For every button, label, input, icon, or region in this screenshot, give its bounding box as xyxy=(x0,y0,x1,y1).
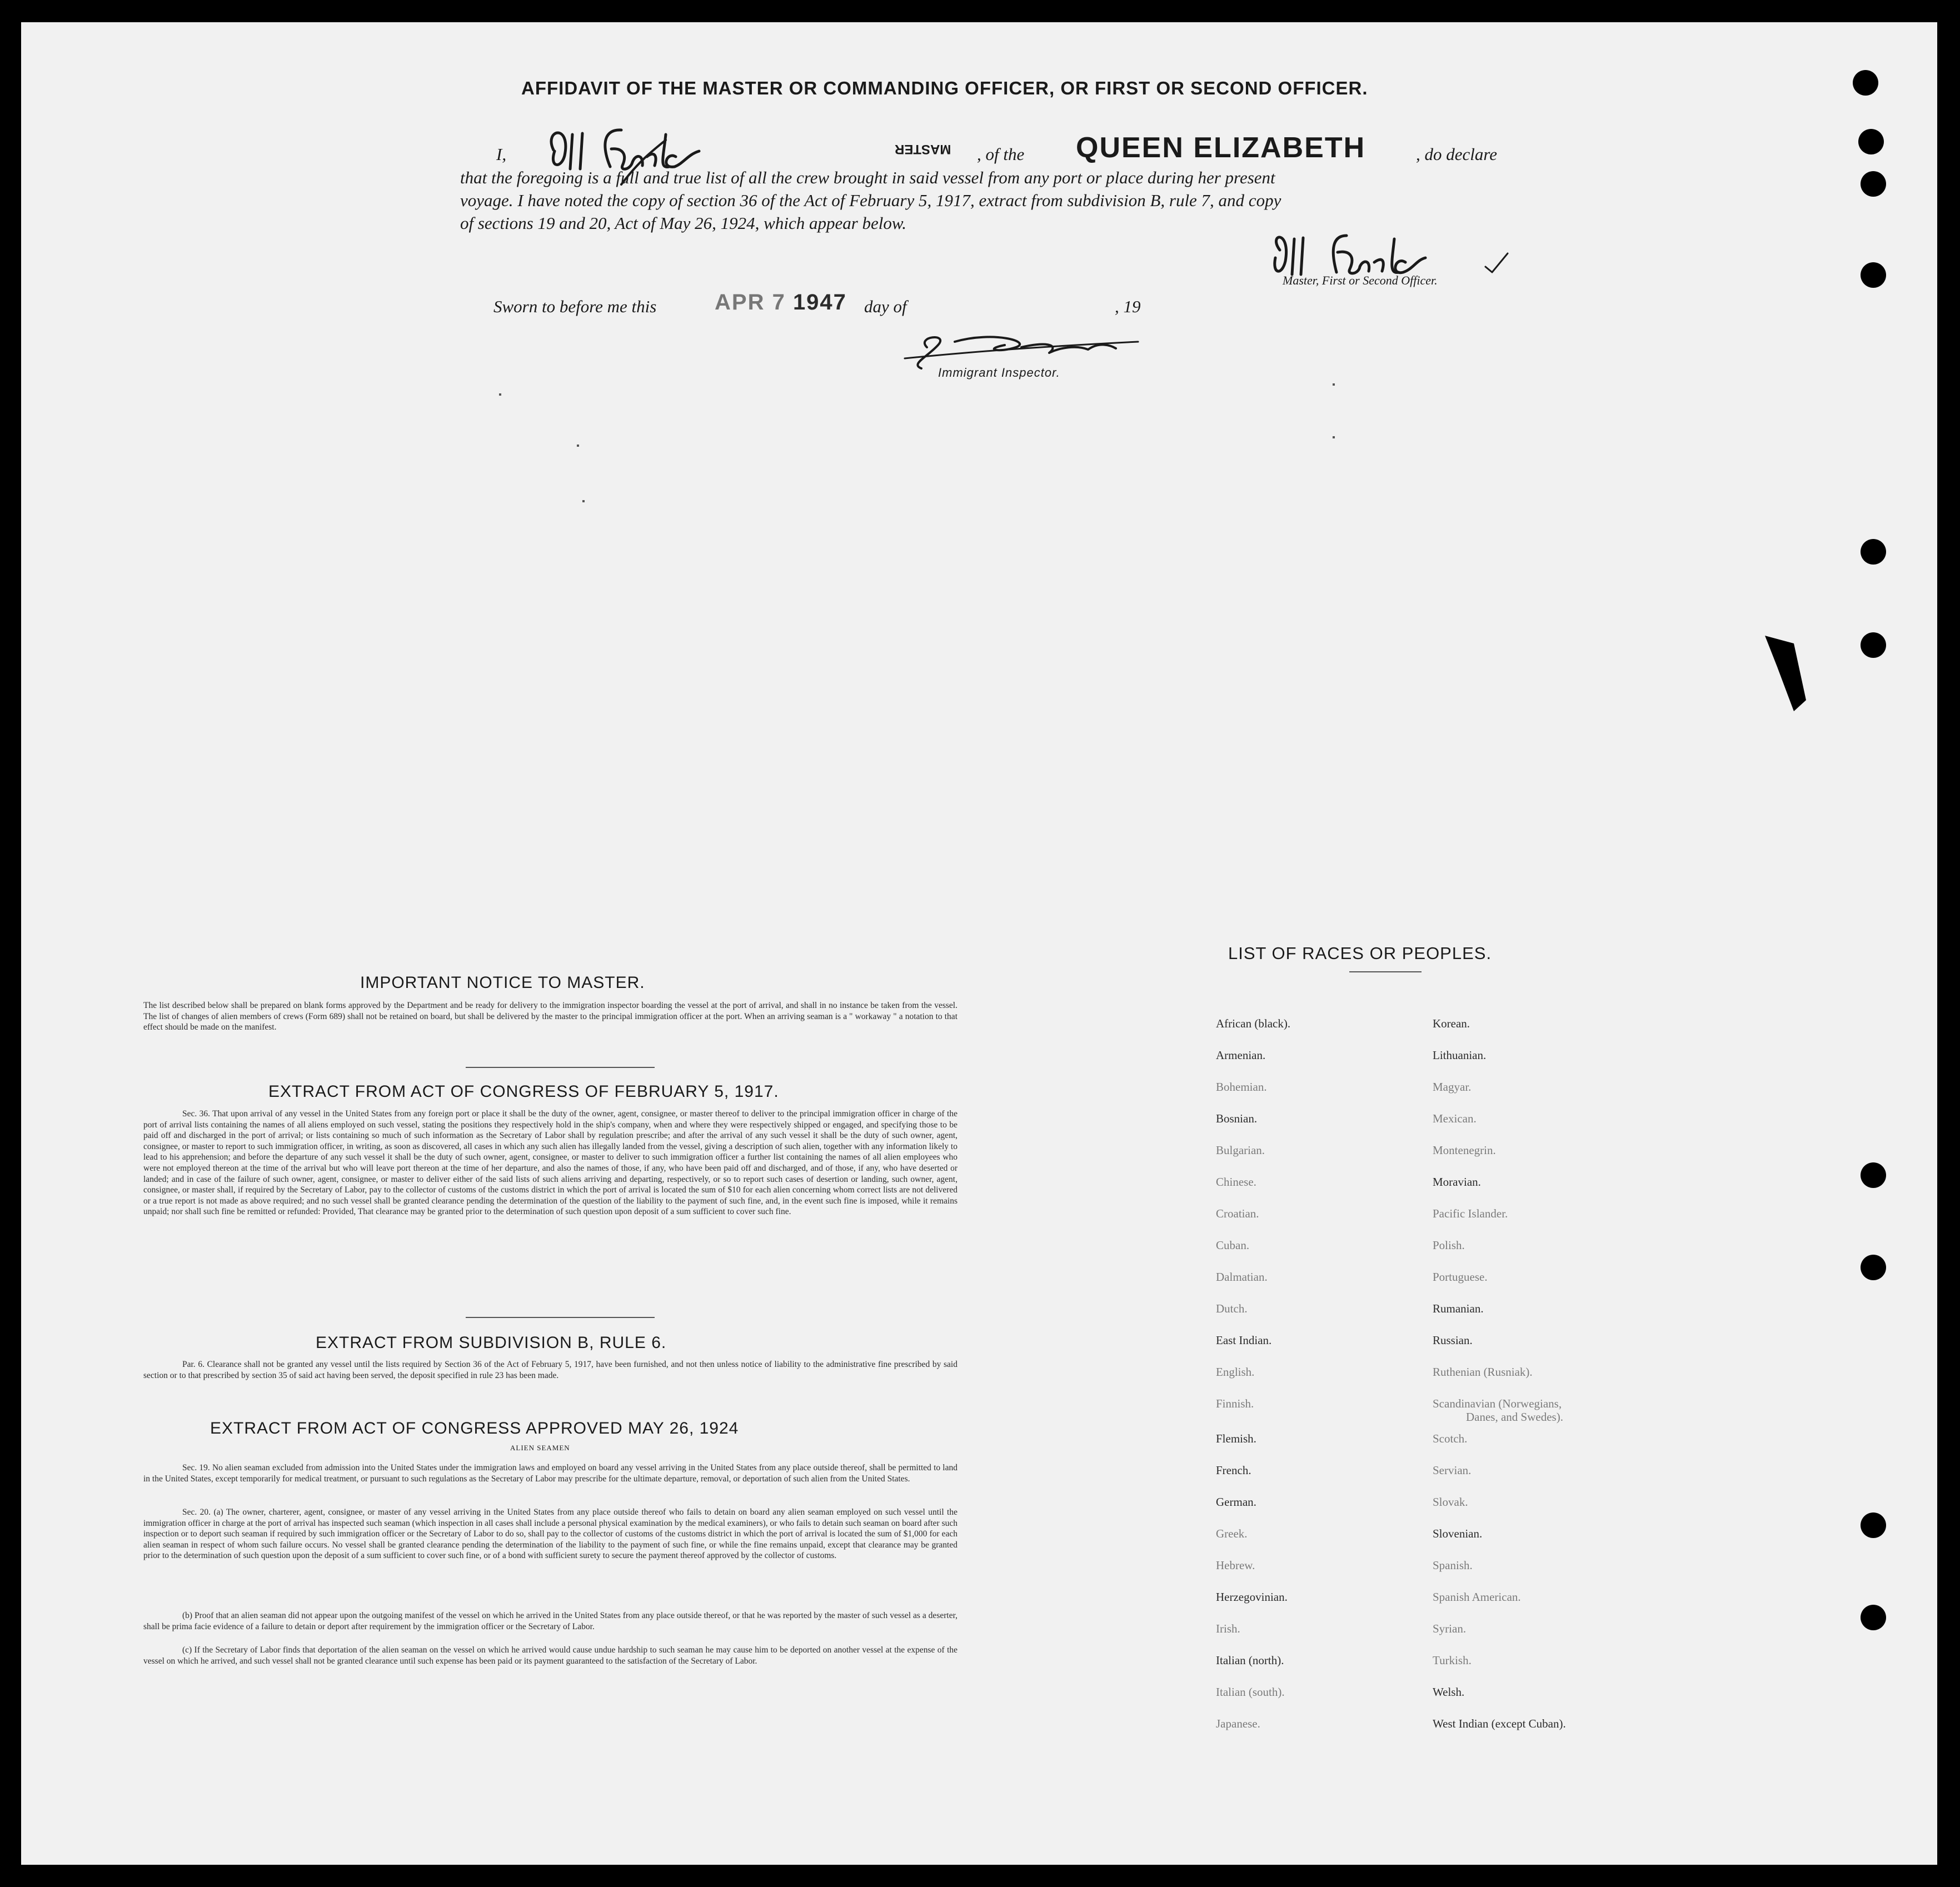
race-item: Hebrew. xyxy=(1216,1559,1255,1572)
punch-hole xyxy=(1853,70,1878,96)
tear-mark xyxy=(1760,633,1811,717)
race-item: English. xyxy=(1216,1365,1255,1379)
notice-title: IMPORTANT NOTICE TO MASTER. xyxy=(360,974,645,992)
race-item: Scandinavian (Norwegians, xyxy=(1433,1397,1562,1410)
master-signature-upper xyxy=(538,118,716,190)
punch-hole xyxy=(1861,1162,1886,1188)
race-item: Welsh. xyxy=(1433,1685,1465,1699)
race-item: Japanese. xyxy=(1216,1717,1260,1730)
race-item: Korean. xyxy=(1433,1017,1470,1030)
race-item: Portuguese. xyxy=(1433,1270,1488,1284)
race-item-continuation: Danes, and Swedes). xyxy=(1466,1410,1563,1424)
act1924-sec19: Sec. 19. No alien seaman excluded from admission into the United States under the immigration laws and employed on board any vessel arriving in the United States from any place outside thereof, shall be permitted to land in the United States, except temporarily for medical treatment, or pursuant to such regulations as the Secretary of Labor may prescribe for the ultimate departure, removal, or deportation of such alien from the United States. xyxy=(143,1463,957,1484)
race-item: Flemish. xyxy=(1216,1432,1256,1445)
race-item: Croatian. xyxy=(1216,1207,1259,1220)
race-item: Slovak. xyxy=(1433,1495,1468,1509)
affidavit-line-3: voyage. I have noted the copy of section 36 of the Act of February 5, 1917, extract from subdivision B, rule 7, and copy xyxy=(460,191,1281,210)
punch-hole xyxy=(1861,1512,1886,1538)
ship-name: QUEEN ELIZABETH xyxy=(1076,132,1366,164)
race-item: Montenegrin. xyxy=(1433,1144,1496,1157)
punch-hole xyxy=(1861,632,1886,658)
race-item: Italian (south). xyxy=(1216,1685,1285,1699)
document-page xyxy=(21,22,1937,1865)
punch-hole xyxy=(1861,539,1886,565)
subdivision-title: EXTRACT FROM SUBDIVISION B, RULE 6. xyxy=(316,1334,667,1352)
race-item: African (black). xyxy=(1216,1017,1291,1030)
race-item: Moravian. xyxy=(1433,1175,1481,1189)
race-item: Cuban. xyxy=(1216,1239,1250,1252)
race-item: Russian. xyxy=(1433,1334,1473,1347)
race-item: West Indian (except Cuban). xyxy=(1433,1717,1566,1730)
affidavit-line-4: of sections 19 and 20, Act of May 26, 1924, which appear below. xyxy=(460,213,907,233)
affidavit-i: I, xyxy=(496,144,507,164)
scan-dot xyxy=(1333,383,1335,386)
race-item: Lithuanian. xyxy=(1433,1049,1487,1062)
do-declare-text: , do declare xyxy=(1416,144,1498,164)
master-stamp: MASTER xyxy=(895,142,951,157)
race-item: Pacific Islander. xyxy=(1433,1207,1508,1220)
race-item: Syrian. xyxy=(1433,1622,1467,1635)
year-prefix: , 19 xyxy=(1115,297,1141,316)
race-item: Spanish. xyxy=(1433,1559,1473,1572)
divider xyxy=(466,1317,655,1318)
race-item: German. xyxy=(1216,1495,1256,1509)
act1917-title: EXTRACT FROM ACT OF CONGRESS OF FEBRUARY 5, 1917. xyxy=(268,1082,779,1101)
race-item: Chinese. xyxy=(1216,1175,1256,1189)
race-item: Finnish. xyxy=(1216,1397,1254,1410)
race-item: French. xyxy=(1216,1464,1251,1477)
race-item: Italian (north). xyxy=(1216,1654,1284,1667)
race-item: Ruthenian (Rusniak). xyxy=(1433,1365,1533,1379)
race-item: Slovenian. xyxy=(1433,1527,1483,1540)
sworn-text: Sworn to before me this xyxy=(493,297,657,316)
race-item: Herzegovinian. xyxy=(1216,1590,1288,1604)
day-of-text: day of xyxy=(864,297,907,316)
race-item: Polish. xyxy=(1433,1239,1465,1252)
race-item: Mexican. xyxy=(1433,1112,1477,1125)
affidavit-line-2: that the foregoing is a full and true list of all the crew brought in said vessel from any port or place during her present xyxy=(460,168,1275,187)
of-the-text: , of the xyxy=(977,144,1025,164)
date-stamp xyxy=(715,290,847,315)
punch-hole xyxy=(1861,1255,1886,1280)
races-title: LIST OF RACES OR PEOPLES. xyxy=(1228,943,1492,963)
race-item: Servian. xyxy=(1433,1464,1472,1477)
race-item: Turkish. xyxy=(1433,1654,1472,1667)
date-stamp-year: 1947 xyxy=(792,290,847,314)
race-item: East Indian. xyxy=(1216,1334,1272,1347)
race-item: Armenian. xyxy=(1216,1049,1266,1062)
master-caption: Master, First or Second Officer. xyxy=(1283,273,1438,287)
scan-dot xyxy=(1333,436,1335,438)
act1924-subtitle: ALIEN SEAMEN xyxy=(510,1444,570,1452)
divider xyxy=(1349,971,1422,972)
punch-hole xyxy=(1861,171,1886,197)
act1924-sec20a: Sec. 20. (a) The owner, charterer, agent, consignee, or master of any vessel arriving in the United States from any place outside thereof who fails to detain on board any alien seaman employed on such vessel until the immigration officer in charge at the port of arrival has inspected such seaman (which inspection in all cases shall include a personal physical examination by the medical examiners), or who fails to detain such seaman on board after such inspection or to deport such seaman if required by such immigration officer or the Secretary of Labor to do so, shall pay to the collector of customs of the customs district in which the port of arrival is located the sum of $1,000 for each alien seaman in respect of whom such failure occurs. No vessel shall be granted clearance pending the determination of the liability to the payment of such fine, or while the fine remains unpaid, except that clearance may be granted prior to the determination of such question upon the deposit of a sum sufficient to cover such fine, or of a bond with sufficient surety to secure the payment thereof approved by the collector of customs. xyxy=(143,1507,957,1561)
punch-hole xyxy=(1861,1605,1886,1630)
notice-text: The list described below shall be prepared on blank forms approved by the Department and be ready for delivery to the immigration inspector boarding the vessel at the port of arrival, and shall in no instance be taken from the vessel. The list of changes of alien members of crews (Form 689) shall not be retained on board, but shall be delivered by the master to the principal immigration officer at the port. When an arriving seaman is a " workaway " a notation to that effect should be made on the manifest. xyxy=(143,1001,957,1032)
act1924-title: EXTRACT FROM ACT OF CONGRESS APPROVED MAY 26, 1924 xyxy=(210,1419,739,1437)
race-item: Dalmatian. xyxy=(1216,1270,1268,1284)
punch-hole xyxy=(1858,129,1884,154)
race-item: Dutch. xyxy=(1216,1302,1248,1315)
race-item: Greek. xyxy=(1216,1527,1248,1540)
race-item: Magyar. xyxy=(1433,1080,1472,1094)
race-item: Bohemian. xyxy=(1216,1080,1267,1094)
subdivision-text: Par. 6. Clearance shall not be granted any vessel until the lists required by Section 36 of the Act of February 5, 1917, have been furnished, and not then unless notice of liability to the administrative fine prescribed by said section or to that prescribed by section 35 of said act having been served, the deposit specified in rule 23 has been made. xyxy=(143,1360,957,1380)
affidavit-title: AFFIDAVIT OF THE MASTER OR COMMANDING OFFICER, OR FIRST OR SECOND OFFICER. xyxy=(521,78,1368,98)
act1924-sec20c: (c) If the Secretary of Labor finds that deportation of the alien seaman on the vessel on which he arrived would cause undue hardship to such seaman he may cause him to be deported on another vessel at the expense of the vessel on which he arrived, and such vessel shall not be granted clearance until such expense has been paid or its payment guaranteed to the satisfaction of the Secretary of Labor. xyxy=(143,1645,957,1666)
punch-hole xyxy=(1861,262,1886,288)
scan-dot xyxy=(582,500,585,502)
act1924-sec20b: (b) Proof that an alien seaman did not appear upon the outgoing manifest of the vessel on which he arrived in the United States from any place outside thereof, or that he was reported by the master of such vessel as a deserter, shall be prima facie evidence of a failure to detain or deport after requirement by the immigration officer or the Secretary of Labor. xyxy=(143,1611,957,1631)
race-item: Bulgarian. xyxy=(1216,1144,1265,1157)
race-item: Spanish American. xyxy=(1433,1590,1521,1604)
act1917-text: Sec. 36. That upon arrival of any vessel in the United States from any foreign port or place it shall be the duty of the owner, agent, consignee, or master thereof to deliver to the principal immigration officer in charge of the port of arrival lists containing the names of all aliens employed on such vessel, stating the positions they respectively hold in the ship's company, when and where they were respectively shipped or engaged, and specifying those to be paid off and discharged in the port of arrival; or lists containing so much of such information as the Secretary of Labor shall by regulation prescribe; and after the arrival of any such vessel it shall be the duty of such owner, agent, consignee, or master to report to such immigration officer, in writing, as soon as discovered, all cases in which any such alien has illegally landed from the vessel, giving a description of such alien, together with any information likely to lead to his apprehension; and before the departure of any such vessel it shall be the duty of such owner, agent, consignee, or master to deliver to such immigration officer a further list containing the names of all alien employees who were not employed thereon at the time of the arrival but who will leave port thereon at the time of her departure, and also the names of those, if any, who have been paid off and discharged, and of those, if any, who have deserted or landed; and in case of the failure of such owner, agent, consignee, or master to deliver either of the said lists of such aliens arriving and departing, respectively, or so to report such cases of desertion or landing, such owner, agent, consignee, or master shall, if required by the Secretary of Labor, pay to the collector of customs of the customs district in which the port of arrival is located the sum of $10 for each alien concerning whom correct lists are not delivered or a true report is not made as above required; and no such vessel shall be granted clearance pending the determination of the question of the liability to the payment of such fine, and, in the event such fine is imposed, while it remains unpaid; nor shall such fine be remitted or refunded: Provided, That clearance may be granted prior to the determination of such question upon deposit of a sum sufficient to cover such fine. xyxy=(143,1109,957,1217)
inspector-caption: Immigrant Inspector. xyxy=(938,366,1060,380)
scan-dot xyxy=(499,393,501,396)
scan-dot xyxy=(577,445,579,447)
race-item: Bosnian. xyxy=(1216,1112,1258,1125)
race-item: Scotch. xyxy=(1433,1432,1468,1445)
divider xyxy=(466,1067,655,1068)
race-item: Rumanian. xyxy=(1433,1302,1484,1315)
race-item: Irish. xyxy=(1216,1622,1240,1635)
date-stamp-month: APR 7 xyxy=(715,290,786,314)
